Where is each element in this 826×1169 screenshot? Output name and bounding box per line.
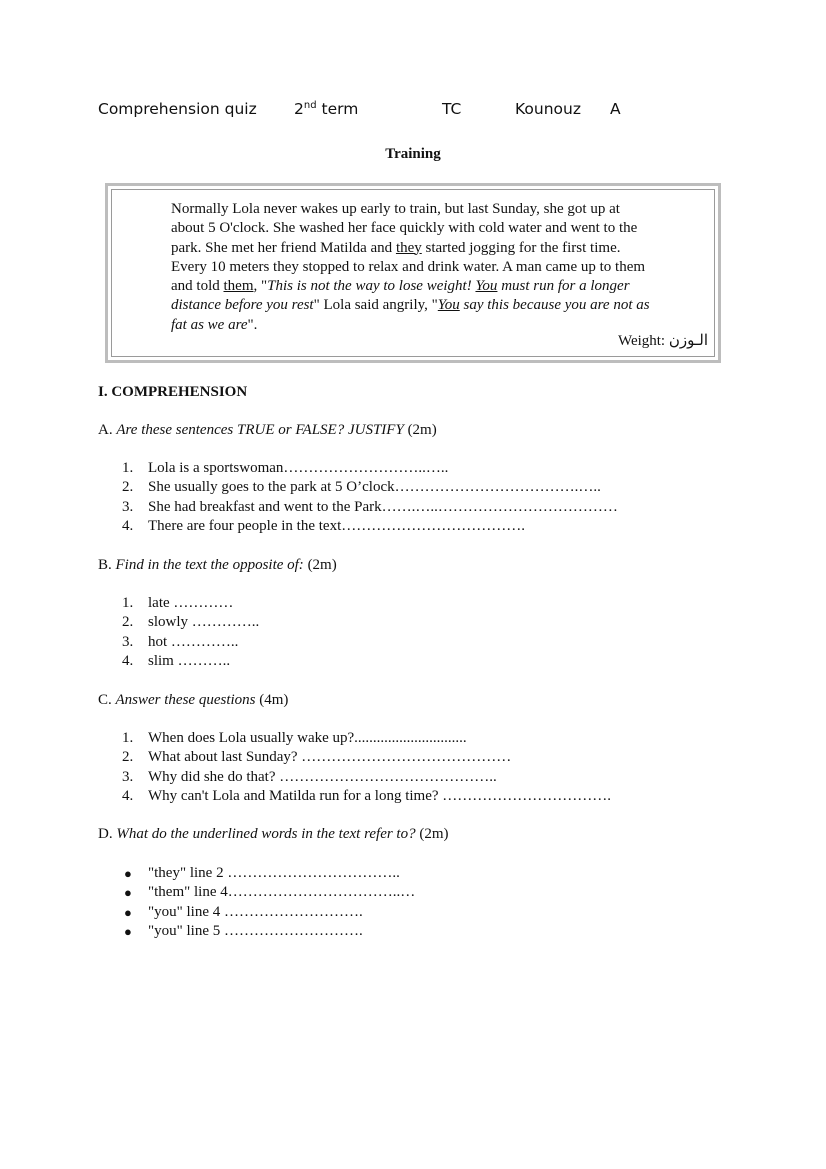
question-b-heading: B. Find in the text the opposite of: (2m) [98, 557, 337, 573]
school-label: Kounouz [515, 100, 581, 118]
list-item: ● "you" line 4 ………………………. [122, 903, 415, 922]
passage-line-4: Every 10 meters they stopped to relax and drink water. A man came up to them [171, 258, 646, 275]
list-item: ● "you" line 5 ………………………. [122, 922, 415, 941]
passage-line-5: and told them, "This is not the way to lose weight! You must run for a longer [171, 278, 630, 295]
question-b-list [122, 594, 259, 671]
underlined-them: them [223, 278, 254, 295]
question-a-list [122, 459, 618, 536]
list-item: 3. She had breakfast and went to the Park…….…..……………………………… [122, 498, 618, 515]
list-item: 2. What about last Sunday? …………………………………… [122, 749, 512, 766]
reading-passage-box [105, 183, 721, 363]
group-label: A [610, 100, 621, 118]
class-label: TC [442, 100, 462, 118]
section-comprehension-title: I. COMPREHENSION [98, 384, 248, 400]
question-c-heading: C. Answer these questions (4m) [98, 692, 289, 708]
quiz-header [98, 100, 738, 124]
bullet-icon: ● [124, 904, 132, 920]
underlined-you-2: You [437, 297, 460, 314]
underlined-you-1: You [475, 278, 498, 295]
reading-passage [171, 200, 711, 335]
bullet-icon: ● [124, 923, 132, 939]
term-label: 2nd term [294, 99, 359, 118]
bullet-icon: ● [124, 885, 132, 901]
quiz-title: Comprehension quiz [98, 100, 257, 118]
question-d-heading: D. What do the underlined words in the text refer to? (2m) [98, 826, 449, 842]
bullet-icon: ● [124, 866, 132, 881]
question-a-heading: A. Are these sentences TRUE or FALSE? JUSTIFY (2m) [98, 422, 437, 438]
passage-line-2: about 5 O'clock. She washed her face quickly with cold water and went to the [171, 220, 638, 237]
underlined-they: they [395, 239, 422, 256]
list-item: 3. hot ………….. [122, 633, 239, 650]
list-item: 4. There are four people in the text………………………………. [122, 517, 525, 534]
page-title: Training [385, 146, 441, 162]
passage-inner-border [111, 189, 715, 357]
passage-line-3: park. She met her friend Matilda and they started jogging for the first time. [171, 239, 621, 256]
list-item: 1. Lola is a sportswoman………………………..….. [122, 460, 449, 476]
passage-line-7: fat as we are". [171, 316, 258, 333]
list-item: 1. late ………… [122, 595, 234, 611]
list-item: 4. slim ……….. [122, 652, 231, 669]
vocabulary-note: Weight: الـوزن [617, 333, 708, 349]
list-item: 4. Why can't Lola and Matilda run for a long time? ……………………………. [122, 787, 612, 804]
list-item: 2. She usually goes to the park at 5 O’clock……………………………….….. [122, 479, 601, 496]
passage-line-1: Normally Lola never wakes up early to train, but last Sunday, she got up at [171, 201, 620, 217]
list-item: 3. Why did she do that? …………………………………….. [122, 768, 497, 785]
passage-line-6: distance before you rest" Lola said angrily, "You say this because you are not as [171, 297, 650, 314]
list-item: ● "them" line 4……………………………..… [122, 883, 415, 902]
list-item: ● "they" line 2 …………………………….. [122, 864, 415, 883]
question-c-list [122, 729, 611, 806]
question-d-list [122, 864, 415, 941]
list-item: 2. slowly ………….. [122, 614, 260, 631]
list-item: 1. When does Lola usually wake up?.............................. [122, 730, 467, 746]
